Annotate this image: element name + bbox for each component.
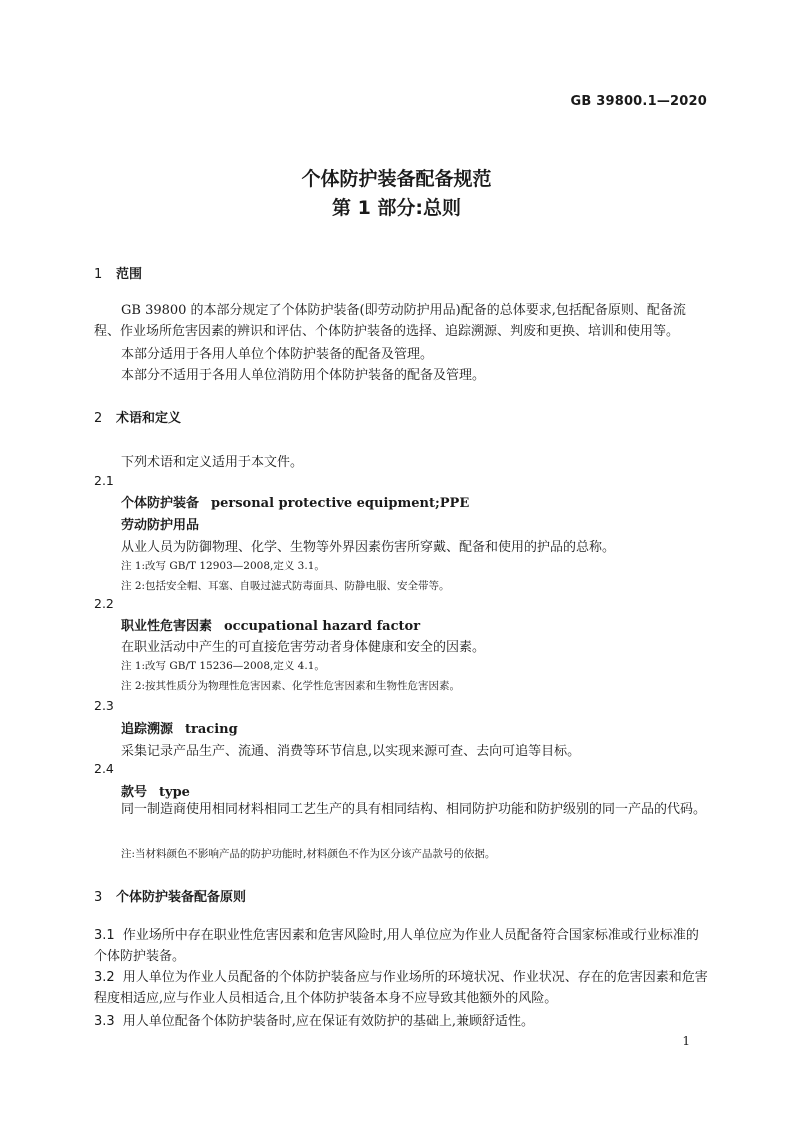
term-number: 2.2 bbox=[94, 596, 114, 611]
standard-number: GB 39800.1—2020 bbox=[570, 94, 707, 109]
term-note: 注:当材料颜色不影响产品的防护功能时,材料颜色不作为区分该产品款号的依据。 bbox=[121, 848, 496, 860]
term-admitted bbox=[121, 514, 199, 533]
clause-text: 作业场所中存在职业性危害因素和危害风险时,用人单位应为作业人员配备符合国家标准或行业标准的个体防护装备。 bbox=[94, 928, 699, 964]
section-title: 术语和定义 bbox=[116, 411, 182, 426]
section-title: 个体防护装备配备原则 bbox=[116, 890, 247, 905]
section-1-heading bbox=[94, 263, 142, 282]
page-number: 1 bbox=[682, 1034, 690, 1048]
term-note: 注 2:按其性质分为物理性危害因素、化学性危害因素和生物性危害因素。 bbox=[121, 680, 461, 692]
term-entry bbox=[121, 781, 190, 800]
term-definition: 同一制造商使用相同材料相同工艺生产的具有相同结构、相同防护功能和防护级别的同一产品的代码。 bbox=[121, 802, 707, 817]
section-number: 1 bbox=[94, 267, 103, 282]
scope-paragraph-3: 本部分不适用于各用人单位消防用个体防护装备的配备及管理。 bbox=[121, 368, 486, 383]
term-note: 注 1:改写 GB/T 15236—2008,定义 4.1。 bbox=[121, 660, 325, 672]
section-3-heading bbox=[94, 886, 246, 905]
term-zh: 款号 bbox=[121, 785, 148, 800]
term-zh: 追踪溯源 bbox=[121, 722, 174, 737]
term-en: occupational hazard factor bbox=[224, 619, 421, 634]
document-title: 个体防护装备配备规范 bbox=[301, 168, 492, 190]
clause-text: 用人单位配备个体防护装备时,应在保证有效防护的基础上,兼顾舒适性。 bbox=[122, 1014, 534, 1029]
section-2-heading bbox=[94, 407, 181, 426]
clause-number: 3.1 bbox=[94, 928, 115, 943]
term-entry bbox=[121, 615, 420, 634]
document-subtitle: 第 1 部分:总则 bbox=[331, 197, 462, 219]
term-zh: 职业性危害因素 bbox=[121, 619, 213, 634]
term-note: 注 1:改写 GB/T 12903—2008,定义 3.1。 bbox=[121, 560, 325, 572]
scope-paragraph-2: 本部分适用于各用人单位个体防护装备的配备及管理。 bbox=[121, 347, 434, 362]
clause-3-3 bbox=[94, 1011, 710, 1032]
term-en: type bbox=[159, 785, 190, 800]
terms-intro: 下列术语和定义适用于本文件。 bbox=[121, 455, 304, 470]
term-note: 注 2:包括安全帽、耳塞、自吸过滤式防毒面具、防静电服、安全带等。 bbox=[121, 580, 450, 592]
term-definition: 从业人员为防御物理、化学、生物等外界因素伤害所穿戴、配备和使用的护品的总称。 bbox=[121, 540, 616, 555]
term-number: 2.1 bbox=[94, 473, 114, 488]
term-definition: 采集记录产品生产、流通、消费等环节信息,以实现来源可查、去向可追等目标。 bbox=[121, 744, 581, 759]
clause-3-1 bbox=[94, 925, 710, 967]
clause-3-2 bbox=[94, 967, 710, 1009]
section-number: 2 bbox=[94, 411, 103, 426]
term-entry bbox=[121, 492, 469, 511]
clause-number: 3.3 bbox=[94, 1014, 115, 1029]
clause-text: 用人单位为作业人员配备的个体防护装备应与作业场所的环境状况、作业状况、存在的危害因素和危害程度相适应,应与作业人员相适合,且个体防护装备本身不应导致其他额外的风险。 bbox=[94, 970, 708, 1006]
term-zh: 个体防护装备 bbox=[121, 496, 200, 511]
term-en: personal protective equipment;PPE bbox=[211, 496, 470, 511]
term-en: tracing bbox=[185, 722, 238, 737]
term-number: 2.4 bbox=[94, 761, 114, 776]
scope-paragraph-1: GB 39800 的本部分规定了个体防护装备(即劳动防护用品)配备的总体要求,包括配备原则、配备流程、作业场所危害因素的辨识和评估、个体防护装备的选择、追踪溯源、判废和更换、培训和使用等。 bbox=[94, 303, 686, 339]
term-number: 2.3 bbox=[94, 698, 114, 713]
term-entry bbox=[121, 718, 238, 737]
section-number: 3 bbox=[94, 890, 103, 905]
section-title: 范围 bbox=[116, 267, 143, 282]
term-alt: 劳动防护用品 bbox=[121, 518, 200, 533]
clause-number: 3.2 bbox=[94, 970, 115, 985]
term-definition: 在职业活动中产生的可直接危害劳动者身体健康和安全的因素。 bbox=[121, 640, 486, 655]
